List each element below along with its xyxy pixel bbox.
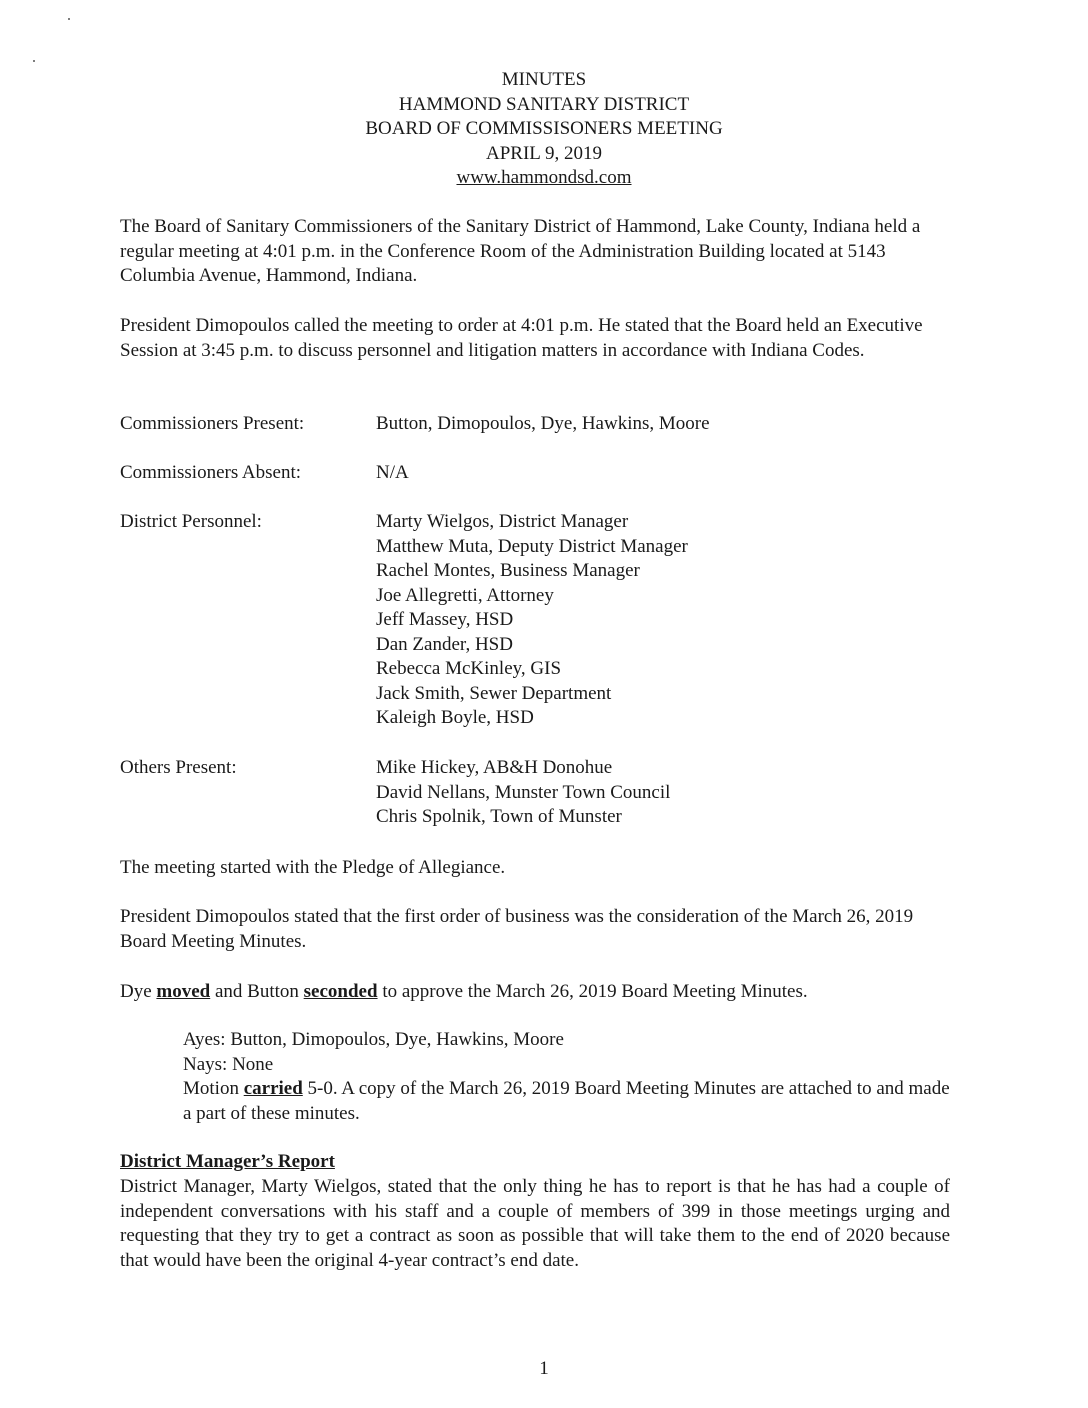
personnel-entry: Rachel Montes, Business Manager: [376, 560, 640, 581]
header-website-link[interactable]: www.hammondsd.com: [456, 167, 632, 188]
header-meeting-type: BOARD OF COMMISSISONERS MEETING: [365, 118, 723, 139]
vote-carried-word: carried: [243, 1078, 303, 1099]
personnel-entry: Dan Zander, HSD: [376, 633, 513, 655]
header-title: MINUTES: [501, 69, 587, 90]
personnel-entry: Jack Smith, Sewer Department: [376, 682, 612, 704]
personnel-entry: Rebecca McKinley, GIS: [376, 658, 562, 679]
vote-result-prefix: Motion: [183, 1078, 244, 1099]
vote-block: [183, 1028, 953, 1126]
personnel-entry: Kaleigh Boyle, HSD: [376, 707, 534, 728]
vote-ayes: Ayes: Button, Dimopoulos, Dye, Hawkins, Moore: [183, 1029, 564, 1050]
personnel-entry: Marty Wielgos, District Manager: [376, 511, 629, 532]
others-present-label: Others Present:: [120, 757, 237, 778]
pledge-paragraph: The meeting started with the Pledge of Allegiance.: [120, 857, 506, 878]
district-manager-report-heading: District Manager’s Report: [120, 1151, 335, 1172]
first-order-paragraph: President Dimopoulos stated that the first order of business was the consideration of the March 26, 2019 Board Meeting Minutes.: [120, 906, 914, 952]
motion-seconder: and Button: [210, 981, 304, 1002]
scan-speck: [68, 18, 70, 20]
motion-moved-word: moved: [156, 981, 211, 1002]
commissioners-absent-label: Commissioners Absent:: [120, 462, 302, 483]
commissioners-absent-value: N/A: [376, 462, 409, 483]
header-organization: HAMMOND SANITARY DISTRICT: [398, 93, 690, 115]
others-present-list: [376, 756, 936, 830]
commissioners-present-value: Button, Dimopoulos, Dye, Hawkins, Moore: [376, 413, 710, 434]
others-entry: David Nellans, Munster Town Council: [376, 781, 671, 803]
vote-nays: Nays: None: [183, 1053, 274, 1075]
vote-result: [183, 1077, 953, 1126]
others-entry: Mike Hickey, AB&H Donohue: [376, 757, 613, 778]
motion-mover: Dye: [120, 981, 157, 1002]
call-to-order-paragraph: President Dimopoulos called the meeting to order at 4:01 p.m. He stated that the Board held an Executive Session at 3:45 p.m. to discuss personnel and litigation matters in accordance with Indiana Codes.: [120, 315, 923, 361]
personnel-entry: Jeff Massey, HSD: [376, 609, 514, 630]
commissioners-present-label: Commissioners Present:: [120, 413, 305, 434]
motion-seconded-word: seconded: [303, 981, 378, 1002]
page-number: 1: [539, 1358, 549, 1379]
motion-text: to approve the March 26, 2019 Board Meeting Minutes.: [377, 981, 808, 1002]
district-manager-report-body: District Manager, Marty Wielgos, stated that the only thing he has to report is that he has had a couple of independent conversations with his staff and a couple of members of 399 in those meetings urging and requesting that they try to get a contract as soon as possible that will take them to the end of 2020 because that would have been the original 4-year contract’s end date.: [120, 1176, 950, 1271]
district-personnel-label: District Personnel:: [120, 511, 262, 532]
district-personnel-list: [376, 510, 936, 731]
intro-paragraph: The Board of Sanitary Commissioners of the Sanitary District of Hammond, Lake County, Indiana held a regular meeting at 4:01 p.m. in the Conference Room of the Administration Building located at 5143 Columbia Avenue, Hammond, Indiana.: [120, 216, 921, 286]
personnel-entry: Matthew Muta, Deputy District Manager: [376, 535, 688, 557]
document-header: [0, 68, 1088, 191]
motion-paragraph: [120, 980, 950, 1005]
vote-result-text: 5-0. A copy of the March 26, 2019 Board Meeting Minutes are attached to and made a part of these minutes.: [183, 1078, 950, 1124]
others-entry: Chris Spolnik, Town of Munster: [376, 806, 622, 827]
header-date: APRIL 9, 2019: [486, 142, 602, 164]
scan-speck: [33, 60, 35, 62]
personnel-entry: Joe Allegretti, Attorney: [376, 584, 554, 606]
